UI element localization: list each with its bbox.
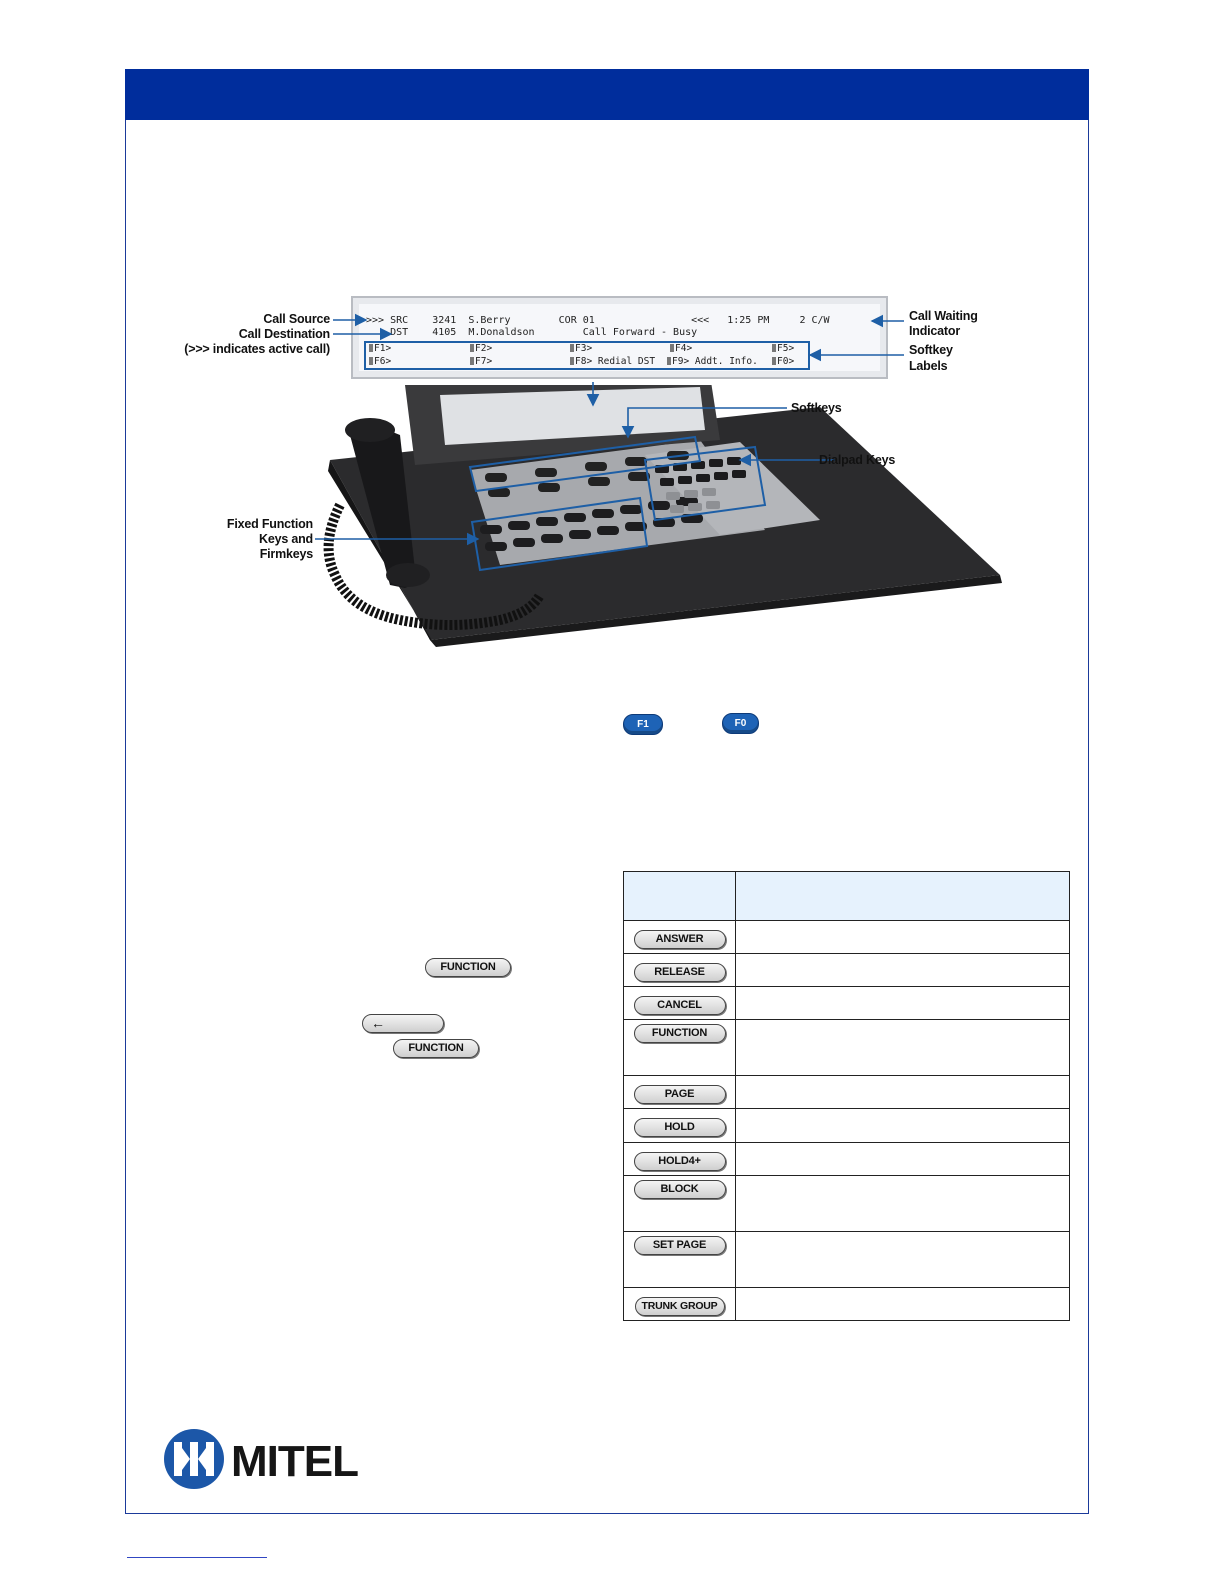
table-cell-key	[624, 954, 736, 987]
f0-key-icon: F0	[722, 713, 759, 734]
table-row	[624, 921, 1070, 954]
table-cell-description	[736, 1020, 1070, 1076]
trunk-group-key-icon: TRUNK GROUP	[635, 1297, 725, 1316]
callout-arrows	[0, 0, 1225, 600]
callout-call-waiting-line-1: Call Waiting	[909, 309, 978, 323]
softkey-label-f4: F4>	[670, 343, 692, 354]
function-key-table-icon: FUNCTION	[634, 1024, 726, 1043]
mitel-logo-icon	[163, 1428, 225, 1490]
table-cell-description	[736, 1076, 1070, 1109]
callout-fixed-function-line-3: Firmkeys	[259, 547, 313, 561]
callout-softkey-labels-line-1: Softkey	[909, 343, 953, 357]
callout-fixed-function-line-1: Fixed Function	[226, 517, 313, 531]
table-header-row	[624, 872, 1070, 921]
table-header-key	[624, 872, 736, 921]
softkey-label-f0: F0>	[772, 356, 794, 367]
callout-fixed-function-line-2: Keys and	[259, 532, 313, 546]
hold-key-icon: HOLD	[634, 1118, 726, 1137]
table-cell-description	[736, 987, 1070, 1020]
softkey-label-f3: F3>	[570, 343, 592, 354]
lcd-line-2: DST 4105 M.Donaldson Call Forward - Busy	[366, 327, 698, 338]
softkey-label-f5: F5>	[772, 343, 794, 354]
table-cell-description	[736, 1176, 1070, 1232]
fixed-function-keys-table	[623, 871, 1070, 1321]
lcd-line-1: >>> SRC 3241 S.Berry COR 01 <<< 1:25 PM 2 C/W	[366, 315, 830, 326]
footer-link-underline[interactable]	[127, 1557, 267, 1558]
f1-key-icon: F1	[623, 714, 663, 735]
table-cell-key	[624, 1232, 736, 1288]
table-cell-key	[624, 1076, 736, 1109]
table-row	[624, 987, 1070, 1020]
softkey-label-f2: F2>	[470, 343, 492, 354]
table-row	[624, 954, 1070, 987]
table-row	[624, 1176, 1070, 1232]
callout-call-source: Call Source	[263, 312, 330, 326]
function-key-icon: FUNCTION	[425, 958, 511, 977]
table-cell-key	[624, 1143, 736, 1176]
table-cell-key	[624, 1020, 736, 1076]
table-row	[624, 1020, 1070, 1076]
table-row	[624, 1288, 1070, 1321]
callout-active-call-note: (>>> indicates active call)	[184, 342, 330, 356]
table-cell-description	[736, 1232, 1070, 1288]
page-key-icon: PAGE	[634, 1085, 726, 1104]
softkey-label-f6: F6>	[369, 356, 391, 367]
softkey-label-f1: F1>	[369, 343, 391, 354]
table-cell-key	[624, 987, 736, 1020]
release-key-icon: RELEASE	[634, 963, 726, 982]
table-cell-description	[736, 1109, 1070, 1143]
answer-key-icon: ANSWER	[634, 930, 726, 949]
table-cell-description	[736, 921, 1070, 954]
table-cell-description	[736, 1143, 1070, 1176]
mitel-logo-wordmark: MITEL	[231, 1437, 358, 1486]
table-cell-key	[624, 921, 736, 954]
softkey-label-f9: F9> Addt. Info.	[667, 356, 758, 367]
callout-softkey-labels-line-2: Labels	[909, 359, 948, 373]
table-row	[624, 1232, 1070, 1288]
callout-call-waiting-line-2: Indicator	[909, 324, 960, 338]
set-page-key-icon: SET PAGE	[634, 1236, 726, 1255]
table-row	[624, 1076, 1070, 1109]
table-cell-description	[736, 1288, 1070, 1321]
callout-call-destination: Call Destination	[238, 327, 330, 341]
softkey-label-f7: F7>	[470, 356, 492, 367]
table-header-description	[736, 872, 1070, 921]
hold4-key-icon: HOLD4+	[634, 1152, 726, 1171]
table-cell-description	[736, 954, 1070, 987]
table-cell-key	[624, 1288, 736, 1321]
callout-dialpad-keys: Dialpad Keys	[819, 453, 896, 467]
table-cell-key	[624, 1109, 736, 1143]
backspace-key-icon: ←	[362, 1014, 444, 1033]
block-key-icon: BLOCK	[634, 1180, 726, 1199]
table-row	[624, 1109, 1070, 1143]
cancel-key-icon: CANCEL	[634, 996, 726, 1015]
function-key-icon-2: FUNCTION	[393, 1039, 479, 1058]
softkey-label-f8: F8> Redial DST	[570, 356, 655, 367]
callout-softkeys: Softkeys	[791, 401, 842, 415]
table-row	[624, 1143, 1070, 1176]
table-cell-key	[624, 1176, 736, 1232]
